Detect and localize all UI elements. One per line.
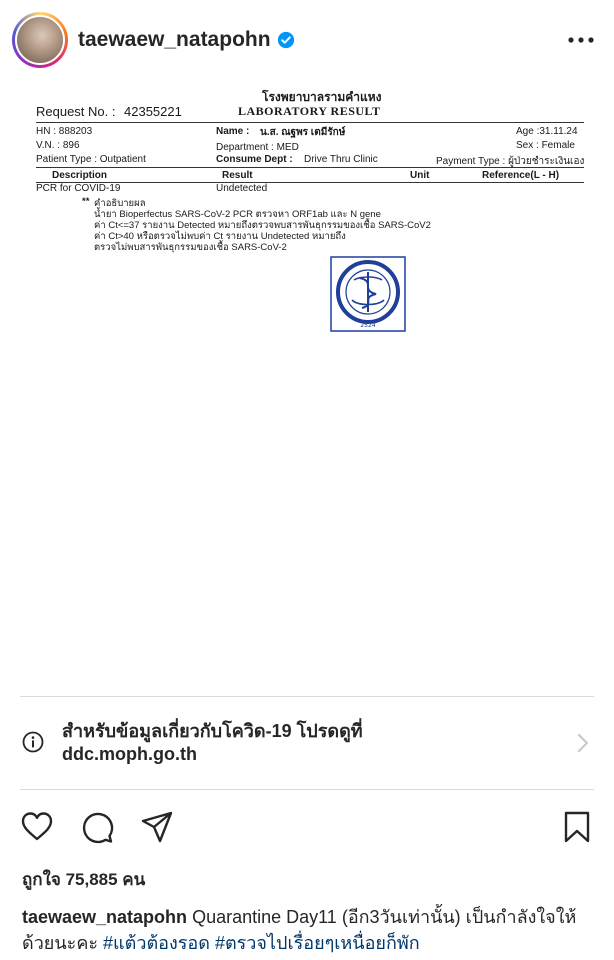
- divider: [20, 789, 594, 790]
- divider: [20, 696, 594, 697]
- hn-field: HN : 888203: [36, 126, 93, 137]
- col-description: Description: [52, 170, 108, 181]
- document-title: LABORATORY RESULT: [238, 104, 381, 118]
- name-label: Name :: [216, 126, 250, 137]
- likes-count[interactable]: ถูกใจ 75,885 คน: [22, 870, 146, 889]
- patient-name: น.ส. ณฐพร เตมีรักษ์: [260, 127, 346, 138]
- lab-result-document: [30, 80, 590, 695]
- note-line: ค่า Ct>40 หรือตรวจไม่พบค่า Ct รายงาน Undetected หมายถึง: [94, 231, 346, 242]
- payment-field: Payment Type : ผู้ป่วยชำระเงินเอง: [436, 156, 585, 167]
- table-top-rule: [36, 167, 584, 168]
- hospital-seal-icon: [330, 256, 406, 332]
- col-unit: Unit: [410, 170, 430, 181]
- covid-info-text[interactable]: สำหรับข้อมูลเกี่ยวกับโควิด-19 โปรดดูที่: [62, 721, 363, 741]
- covid-info-link[interactable]: ddc.moph.go.th: [62, 744, 197, 764]
- caption-text: Quarantine Day11 (อีก3วันเท่านั้น) เป็นกำลังใจให้ด้วยนะคะ: [22, 907, 577, 953]
- avatar[interactable]: [12, 12, 68, 68]
- note-line: น้ำยา Bioperfectus SARS-CoV-2 PCR ตรวจหา ORF1ab และ N gene: [94, 209, 381, 220]
- post-caption: [22, 904, 602, 956]
- note-line: ตรวจไม่พบสารพันธุกรรมของเชื้อ SARS-CoV-2: [94, 242, 287, 253]
- header-rule: [36, 122, 584, 123]
- post-image[interactable]: [0, 80, 614, 696]
- age-field: Age :31.11.24: [516, 126, 578, 137]
- department-field: Department : MED: [216, 142, 299, 153]
- patient-type-field: Patient Type : Outpatient: [36, 154, 146, 165]
- col-result: Result: [222, 170, 253, 181]
- note-bullet: **: [82, 196, 90, 207]
- comment-icon[interactable]: [80, 810, 114, 844]
- heart-icon[interactable]: [20, 810, 54, 844]
- vn-field: V.N. : 896: [36, 140, 80, 151]
- hashtag[interactable]: #ตรวจไปเรื่อยๆเหนื่อยก็พัก: [214, 933, 420, 953]
- more-dots-icon[interactable]: [566, 30, 596, 50]
- info-icon: [22, 731, 44, 753]
- username[interactable]: taewaew_natapohn: [78, 28, 271, 51]
- hashtag[interactable]: #แต้วต้องรอด: [103, 933, 210, 953]
- chevron-right-icon[interactable]: [576, 732, 590, 754]
- stamp-year: 2524: [360, 322, 376, 329]
- request-number: 42355221: [124, 104, 182, 119]
- col-reference: Reference(L - H): [482, 170, 560, 181]
- test-result: Undetected: [216, 183, 268, 194]
- caption-username[interactable]: taewaew_natapohn: [22, 907, 188, 927]
- note-line: คำอธิบายผล: [94, 198, 146, 209]
- request-label: Request No. :: [36, 104, 116, 119]
- consume-value: Drive Thru Clinic: [304, 154, 378, 165]
- consume-label: Consume Dept :: [216, 154, 293, 165]
- sex-field: Sex : Female: [516, 140, 575, 151]
- avatar-image: [15, 15, 65, 65]
- test-name: PCR for COVID-19: [36, 183, 121, 194]
- share-icon[interactable]: [140, 810, 174, 844]
- post-header: [0, 0, 614, 80]
- bookmark-icon[interactable]: [560, 810, 594, 844]
- hospital-name: โรงพยาบาลรามคำแหง: [262, 90, 382, 104]
- verified-badge-icon: [277, 31, 295, 49]
- note-line: ค่า Ct<=37 รายงาน Detected หมายถึงตรวจพบสารพันธุกรรมของเชื้อ SARS-CoV2: [94, 220, 431, 231]
